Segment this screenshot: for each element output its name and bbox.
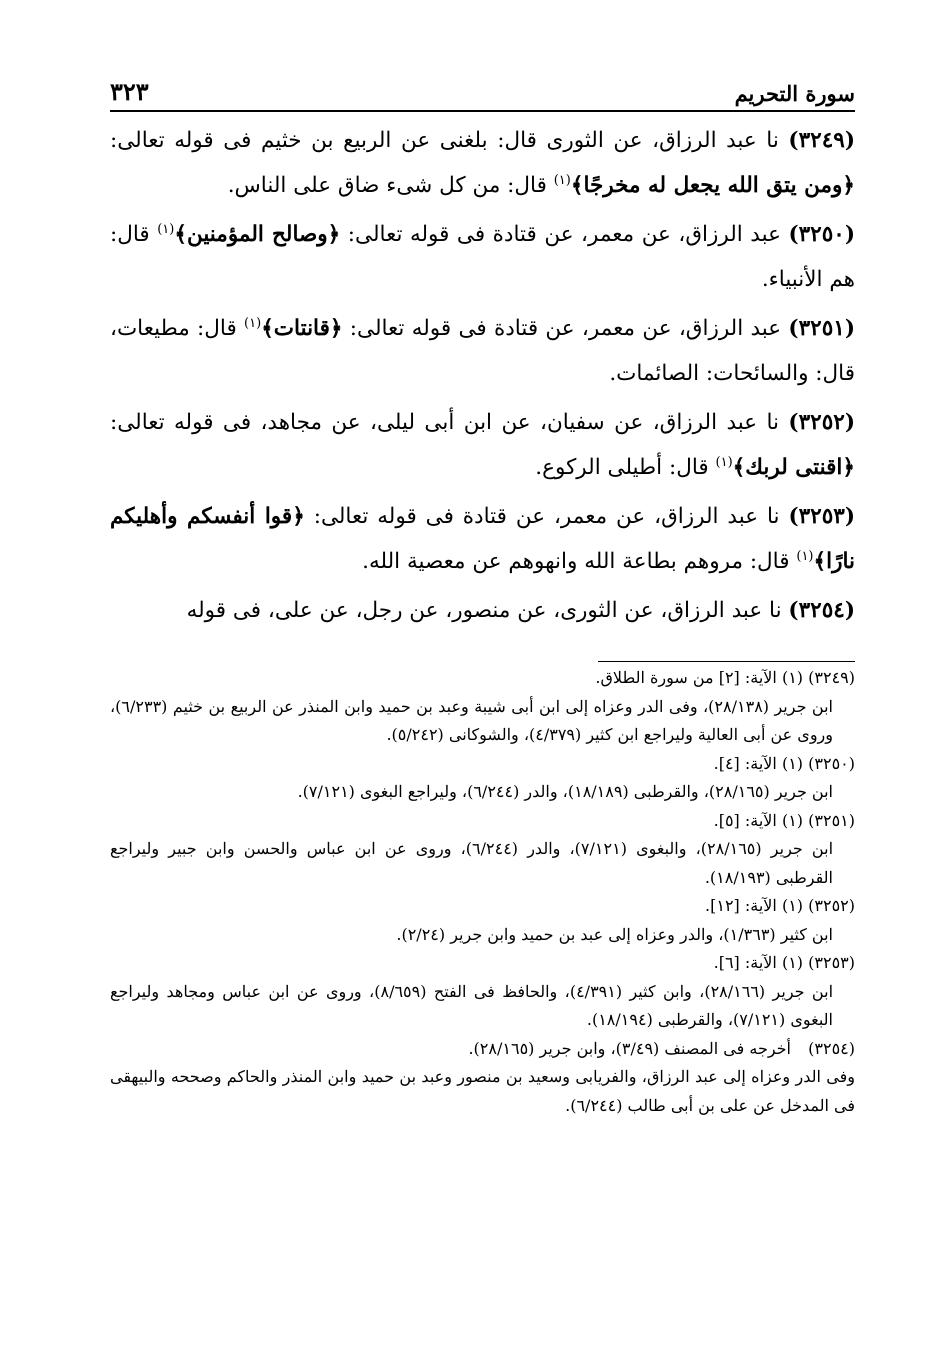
footnote-heading: (٣٢٥٣) (١) الآية: [٦]. <box>713 953 855 972</box>
footnote-tag: (٣٢٥٤) <box>808 1038 855 1058</box>
entry-text: عبد الرزاق، عن معمر، عن قتادة فى قوله تعالى: <box>342 316 789 341</box>
entry-3249 <box>110 118 855 208</box>
entry-number: (٣٢٤٩) <box>788 128 855 153</box>
footnote-body: ابن كثير (١/٣٦٣)، والدر وعزاه إلى عبد بن حميد وابن جرير (٢/٢٤). <box>396 924 833 944</box>
header-rule <box>110 110 855 112</box>
quran-verse: ﴿قانتات﴾ <box>261 316 343 341</box>
footnote-separator <box>598 661 855 662</box>
footnote-marker: (١) <box>244 315 262 331</box>
footnote-body: أخرجه فى المصنف (٣/٤٩)، وابن جرير (٢٨/١٦٥). <box>468 1038 791 1058</box>
footnote-marker: (١) <box>553 172 571 188</box>
quran-verse: ﴿ومن يتق الله يجعل له مخرجًا﴾ <box>570 173 855 198</box>
entry-text: نا عبد الرزاق، عن سفيان، عن ابن أبى ليلى، عن مجاهد، فى قوله تعالى: <box>110 410 789 435</box>
entry-3254 <box>110 588 855 633</box>
footnote-heading: (٣٢٥٢) (١) الآية: [١٢]. <box>705 896 855 915</box>
entry-3250 <box>110 212 855 302</box>
entry-3252 <box>110 400 855 490</box>
page-number: ٣٢٣ <box>110 77 149 106</box>
footnote-heading: (٣٢٥١) (١) الآية: [٥]. <box>713 810 855 830</box>
footnote-body: ابن جرير (٢٨/١٦٦)، وابن كثير (٤/٣٩١)، والحافظ فى الفتح (٨/٦٥٩)، وروى عن ابن عباس ومجاهد وليراجع البغوى (٧/١٢١)، والقرطبى (١٨/١٩٤). <box>110 981 834 1029</box>
entry-text: نا عبد الرزاق، عن الثورى، عن منصور، عن رجل، عن على، فى قوله <box>186 598 789 623</box>
quran-verse: ﴿وصالح المؤمنين﴾ <box>174 222 341 247</box>
entry-text-end: قال: أطيلى الركوع. <box>535 455 716 480</box>
footnote-marker: (١) <box>157 221 175 237</box>
entry-text-end: قال: مروهم بطاعة الله وانهوهم عن معصية الله. <box>362 549 797 574</box>
entry-3253 <box>110 494 855 584</box>
entry-text-end: قال: من كل شىء ضاق على الناس. <box>227 173 554 198</box>
footnote-marker: (١) <box>796 548 814 564</box>
entry-number: (٣٢٥٠) <box>788 222 856 247</box>
footnote-body: ابن جرير (٢٨/١٦٥)، والقرطبى (١٨/١٨٩)، والدر (٦/٢٤٤)، وليراجع البغوى (٧/١٢١). <box>297 782 833 801</box>
surah-title: سورة التحريم <box>734 81 855 106</box>
entry-number: (٣٢٥٤) <box>788 598 855 623</box>
page-header <box>110 70 855 106</box>
entry-text: عبد الرزاق، عن معمر، عن قتادة فى قوله تعالى: <box>340 222 789 247</box>
entry-text: نا عبد الرزاق، عن معمر، عن قتادة فى قوله تعالى: <box>304 504 789 529</box>
footnote-3254 <box>110 1035 855 1064</box>
quran-verse: ﴿قوا أنفسكم وأهليكم نارًا﴾ <box>110 504 855 574</box>
main-text <box>110 118 855 637</box>
entry-3251 <box>110 306 855 396</box>
footnotes <box>110 664 855 1120</box>
entry-text-end: قال: هم الأنبياء. <box>110 222 855 292</box>
footnote-body: وفى الدر وعزاه إلى عبد الرزاق، والفريابى وسعيد بن منصور وعبد بن حميد وابن المنذر والحاكم وصححه والبيهقى فى المدخل عن على بن أبى طالب (٦/٢٤٤). <box>110 1067 855 1115</box>
footnote-heading: (٣٢٥٠) (١) الآية: [٤]. <box>713 753 855 773</box>
entry-number: (٣٢٥١) <box>788 316 855 341</box>
footnote-body: ابن جرير (٢٨/١٣٨)، وفى الدر وعزاه إلى ابن أبى شيبة وعبد بن حميد وابن المنذر عن الربيع بن خثيم (٦/٢٣٣)، وروى عن أبى العالية وليراجع ابن كثير (٤/٣٧٩)، والشوكانى (٥/٢٤٢). <box>110 696 833 744</box>
entry-text: نا عبد الرزاق، عن الثورى قال: بلغنى عن الربيع بن خثيم فى قوله تعالى: <box>110 128 789 153</box>
quran-verse: ﴿اقنتى لربك﴾ <box>732 455 855 480</box>
entry-number: (٣٢٥٢) <box>788 410 855 435</box>
entry-text-end: قال: مطيعات، قال: والسائحات: الصائمات. <box>110 316 855 386</box>
entry-number: (٣٢٥٣) <box>788 504 856 529</box>
footnote-heading: (٣٢٤٩) (١) الآية: [٢] من سورة الطلاق. <box>595 668 855 687</box>
footnote-marker: (١) <box>715 454 733 470</box>
footnote-body: ابن جرير (٢٨/١٦٥)، والبغوى (٧/١٢١)، والدر (٦/٢٤٤)، وروى عن ابن عباس والحسن وابن جبير وليراجع القرطبى (١٨/١٩٣). <box>110 839 834 887</box>
